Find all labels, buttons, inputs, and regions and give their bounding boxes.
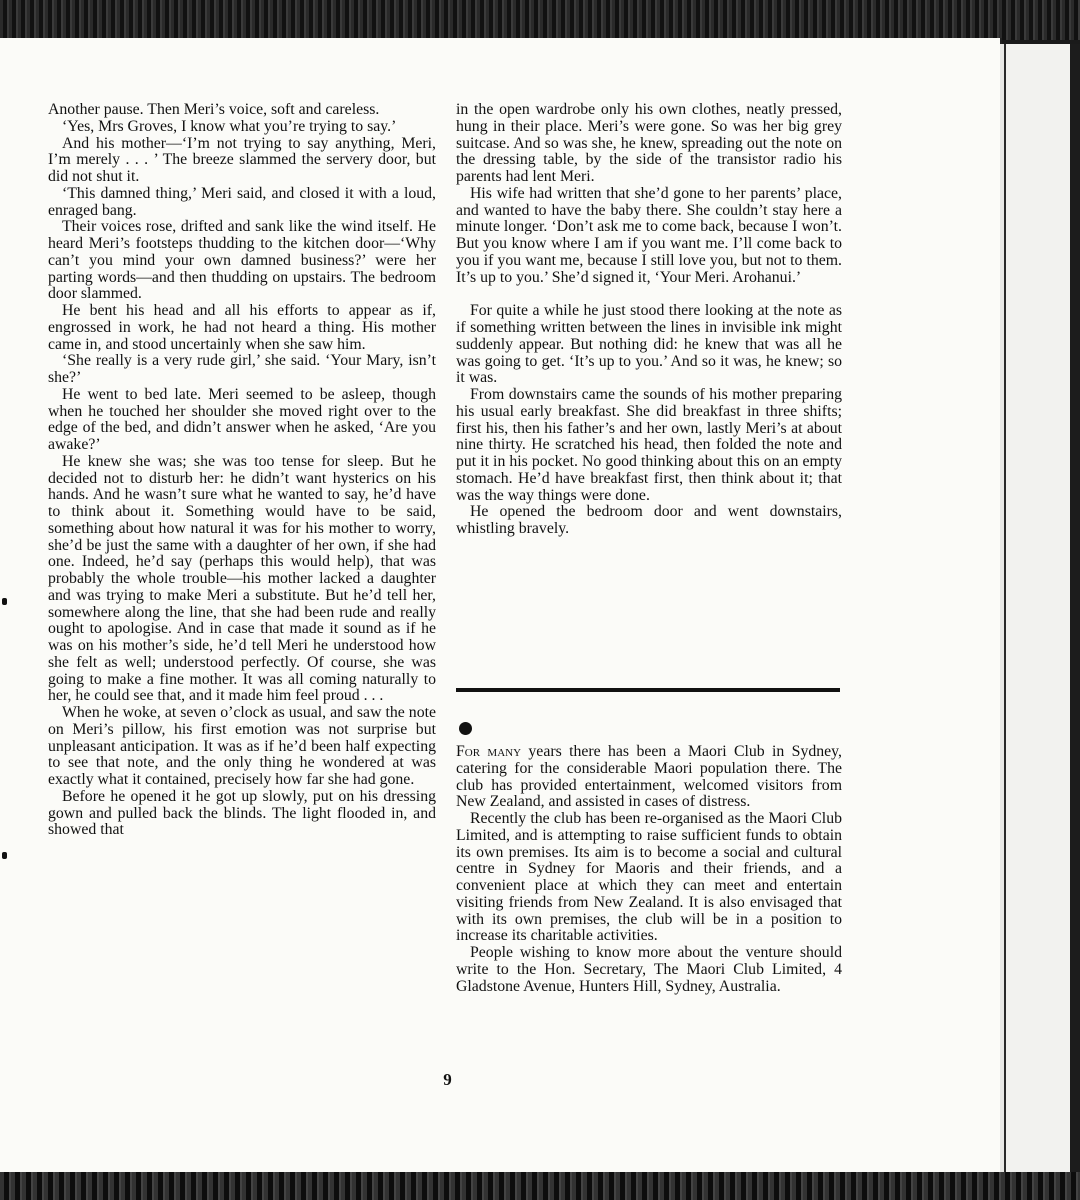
story-paragraph: And his mother—‘I’m not trying to say anything, Meri, I’m merely . . . ’ The breeze slammed the servery door, but did not shut it. bbox=[48, 134, 436, 185]
story-paragraph: He opened the bedroom door and went downstairs, whistling bravely. bbox=[456, 503, 842, 537]
club-note-paragraph: People wishing to know more about the venture should write to the Hon. Secretary, The Maori Club Limited, 4 Gladstone Avenue, Hunters Hill, Sydney, Australia. bbox=[456, 944, 842, 995]
story-paragraph: From downstairs came the sounds of his mother preparing his usual early breakfast. She did breakfast in three shifts; first his, then his father’s and her own, lastly Meri’s at about nine thirty. He scratched his head, then folded the note and put it in his pocket. No good thinking about this on an empty stomach. He’d have breakfast first, then think about it; that was the way things were done. bbox=[456, 386, 842, 504]
page-number: 9 bbox=[443, 1070, 452, 1089]
page-edge bbox=[1000, 44, 1080, 1172]
section-break bbox=[456, 286, 842, 303]
section-divider bbox=[456, 688, 840, 692]
scan-border-top bbox=[0, 0, 1080, 40]
story-right-column bbox=[456, 102, 842, 538]
story-paragraph: Another pause. Then Meri’s voice, soft and careless. bbox=[48, 101, 380, 118]
story-left-column bbox=[48, 102, 436, 839]
club-note-text: years there has been a Maori Club in Sydney, catering for the considerable Maori population there. The club has provided entertainment, welcomed visitors from New Zealand, and assisted in cases of distress. bbox=[456, 743, 842, 811]
story-paragraph: Their voices rose, drifted and sank like the wind itself. He heard Meri’s footsteps thudding to the kitchen door—‘Why can’t you mind your own damned business?’ were her parting words—and then thudding on upstairs. The bedroom door slammed. bbox=[48, 218, 436, 303]
story-paragraph: He knew she was; she was too tense for sleep. But he decided not to disturb her: he didn’t want hysterics on his hands. And he wasn’t sure what he wanted to say, he’d have to think about it. Something would have to be said, something about how natural it was for his mother to worry, she’d be just the same with a daughter of her own, if she had one. Indeed, he’d say (perhaps this would help), that was probably the whole trouble—his mother lacked a daughter and was trying to make Meri a substitute. But he’d tell her, somewhere along the line, that she had been rude and really ought to apologise. And in case that made it sound as if he was on his mother’s side, he’d tell Meri he understood how she felt as well; understood perfectly. Of course, she was going to make a fine mother. It was all coming naturally to her, he could see that, and it made him feel proud . . . bbox=[48, 452, 436, 705]
story-continuation: in the open wardrobe only his own clothes, neatly pressed, hung in their place. Meri’s were gone. So was her big grey suitcase. And so was she, he knew, spreading out the note on the dressing table, by the side of the transistor radio his parents had lent Meri. bbox=[456, 101, 842, 185]
story-paragraph: ‘She really is a very rude girl,’ she said. ‘Your Mary, isn’t she?’ bbox=[48, 352, 436, 386]
story-paragraph: For quite a while he just stood there looking at the note as if something written between the lines in invisible ink might suddenly appear. But nothing did: he knew that was all he was going to get. ‘It’s up to you.’ And so it was, he knew; so it was. bbox=[456, 302, 842, 387]
story-paragraph: He bent his head and all his efforts to appear as if, engrossed in work, he had not heard a thing. His mother came in, and stood uncertainly when she saw him. bbox=[48, 302, 436, 353]
scan-mark bbox=[2, 598, 7, 605]
club-note-paragraph bbox=[456, 744, 842, 811]
story-paragraph: Before he opened it he got up slowly, put on his dressing gown and pulled back the blinds. The light flooded in, and showed that bbox=[48, 787, 436, 839]
story-paragraph: He went to bed late. Meri seemed to be asleep, though when he touched her shoulder she moved right over to the edge of the bed, and didn’t answer when he asked, ‘Are you awake?’ bbox=[48, 385, 436, 453]
scan-mark bbox=[2, 852, 7, 859]
story-paragraph: ‘Yes, Mrs Groves, I know what you’re trying to say.’ bbox=[62, 117, 397, 135]
story-paragraph: When he woke, at seven o’clock as usual, and saw the note on Meri’s pillow, his first emotion was not surprise but unpleasant anticipation. It was as if he’d been half expecting to see that note, and the only thing he wondered at was exactly what it contained, precisely how far she had gone. bbox=[48, 704, 436, 788]
club-note-lead-in: For many bbox=[456, 743, 522, 760]
story-paragraph: His wife had written that she’d gone to her parents’ place, and wanted to have the baby there. She couldn’t stay here a minute longer. ‘Don’t ask me to come back, because I won’t. But you know where I am if you want me. I’ll come back to you if you want me, because I still love you, but not to them. It’s up to you.’ She’d signed it, ‘Your Meri. Arohanui.’ bbox=[456, 184, 842, 286]
club-note-paragraph: Recently the club has been re-organised as the Maori Club Limited, and is attempting to raise sufficient funds to obtain its own premises. Its aim is to become a social and cultural centre in Sydney for Maoris and their friends, and a convenient place at which they can meet and entertain visiting friends from New Zealand. It is also envisaged that with its own premises, the club will be in a position to increase its charitable activities. bbox=[456, 810, 842, 945]
club-note bbox=[456, 744, 842, 995]
story-paragraph: ‘This damned thing,’ Meri said, and closed it with a loud, enraged bang. bbox=[48, 184, 436, 219]
bullet-icon bbox=[459, 722, 472, 735]
scan-border-bottom bbox=[0, 1172, 1080, 1200]
